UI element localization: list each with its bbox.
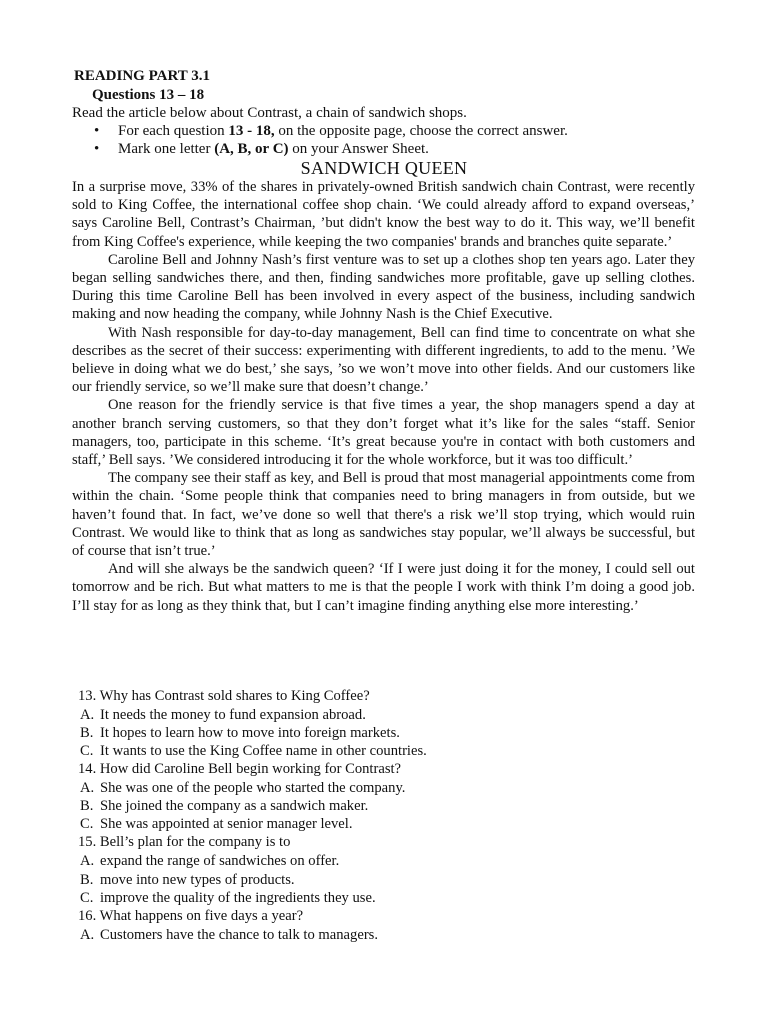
instruction-bold: 13 - 18, xyxy=(228,123,275,139)
option-letter: C. xyxy=(80,890,94,906)
answer-option[interactable] xyxy=(80,853,339,870)
article-paragraph: The company see their staff as key, and Bell is proud that most managerial appointments come from within the chain. ‘Some people think that companies need to bring managers in from outside, but we haven’t found that. In fact, we’ve done so well that there's a risk we’ll stop trying, which would ruin Contrast. We would like to think that as long as sandwiches stay popular, we’ll always be successful, but of course that isn’t true.’ xyxy=(72,470,695,560)
instruction-bullet xyxy=(94,123,568,140)
option-text: move into new types of products. xyxy=(100,872,295,888)
bullet-icon: • xyxy=(94,123,100,139)
option-text: It needs the money to fund expansion abroad. xyxy=(100,707,366,723)
article-paragraph: In a surprise move, 33% of the shares in privately-owned British sandwich chain Contrast, were recently sold to King Coffee, the international coffee shop chain. ‘We could already afford to expand overseas,’ says Caroline Bell, Contrast’s Chairman, ’but didn't know the best way to do it. This way, we’ll benefit from King Coffee's experience, while keeping the two companies' brands and branches quite separate.’ xyxy=(72,179,695,250)
option-letter: A. xyxy=(80,780,95,796)
option-letter: A. xyxy=(80,707,95,723)
questions-range: Questions 13 – 18 xyxy=(92,87,205,103)
option-letter: C. xyxy=(80,816,94,832)
option-letter: B. xyxy=(80,872,94,888)
instruction-bold: (A, B, or C) xyxy=(214,141,289,157)
option-text: She joined the company as a sandwich maker. xyxy=(100,798,369,814)
intro-text: Read the article below about Contrast, a chain of sandwich shops. xyxy=(72,105,467,121)
answer-option[interactable] xyxy=(80,780,405,797)
answer-option[interactable] xyxy=(80,707,366,724)
answer-option[interactable] xyxy=(80,743,427,760)
option-letter: B. xyxy=(80,725,94,741)
question-15: 15. Bell’s plan for the company is to xyxy=(78,834,291,850)
article-paragraph: And will she always be the sandwich queen? ‘If I were just doing it for the money, I could sell out tomorrow and be rich. But what matters to me is that the people I work with think I’m doing a good job. I’ll stay for as long as they think that, but I can’t imagine finding anything else more interesting.’ xyxy=(72,561,695,614)
article-paragraph: Caroline Bell and Johnny Nash’s first venture was to set up a clothes shop ten years ago. Later they began selling sandwiches there, and then, finding sandwiches more profitable, gave up selling clothes. During this time Caroline Bell has been involved in every aspect of the business, including sandwich making and now heading the company, while Johnny Nash is the Chief Executive. xyxy=(72,251,695,323)
answer-option[interactable] xyxy=(80,927,378,944)
answer-option[interactable] xyxy=(80,816,352,833)
article-title: SANDWICH QUEEN xyxy=(300,158,468,178)
answer-option[interactable] xyxy=(80,725,400,742)
option-text: She was one of the people who started the company. xyxy=(100,780,406,796)
answer-option[interactable] xyxy=(80,872,295,889)
option-text: She was appointed at senior manager level. xyxy=(100,816,353,832)
option-text: improve the quality of the ingredients they use. xyxy=(100,890,376,906)
option-letter: A. xyxy=(80,853,95,869)
option-text: It hopes to learn how to move into foreign markets. xyxy=(100,725,400,741)
question-13: 13. Why has Contrast sold shares to King Coffee? xyxy=(78,688,370,704)
option-letter: A. xyxy=(80,927,95,943)
instruction-text: on your Answer Sheet. xyxy=(288,141,429,157)
option-text: It wants to use the King Coffee name in other countries. xyxy=(100,743,427,759)
article-body xyxy=(72,178,695,615)
option-text: expand the range of sandwiches on offer. xyxy=(100,853,340,869)
answer-option[interactable] xyxy=(80,890,376,907)
answer-option[interactable] xyxy=(80,798,368,815)
instruction-text: on the opposite page, choose the correct answer. xyxy=(274,123,568,139)
bullet-icon: • xyxy=(94,141,100,157)
section-heading: READING PART 3.1 xyxy=(74,68,211,84)
article-paragraph: With Nash responsible for day-to-day management, Bell can find time to concentrate on what she describes as the secret of their success: experimenting with different ingredients, to add to the menu. ’We believe in doing what we do best,’ she says, ’so we won’t move into other fields. And our customers like our friendly service, so we’ll make sure that doesn’t change.’ xyxy=(72,324,695,396)
article-paragraph: One reason for the friendly service is that five times a year, the shop managers spend a day at another branch serving customers, so that they don’t forget what it’s like for the sales “staff. Senior managers, too, participate in this scheme. ‘It’s great because you're in contact with both customers and staff,’ Bell says. ’We considered introducing it for the whole workforce, but it was too difficult.’ xyxy=(72,397,695,469)
option-text: Customers have the chance to talk to managers. xyxy=(100,927,379,943)
question-14: 14. How did Caroline Bell begin working for Contrast? xyxy=(78,761,402,777)
option-letter: B. xyxy=(80,798,94,814)
question-16: 16. What happens on five days a year? xyxy=(78,908,304,924)
option-letter: C. xyxy=(80,743,94,759)
instruction-bullet xyxy=(94,141,429,158)
instruction-text: For each question xyxy=(118,123,229,139)
instruction-text: Mark one letter xyxy=(118,141,215,157)
